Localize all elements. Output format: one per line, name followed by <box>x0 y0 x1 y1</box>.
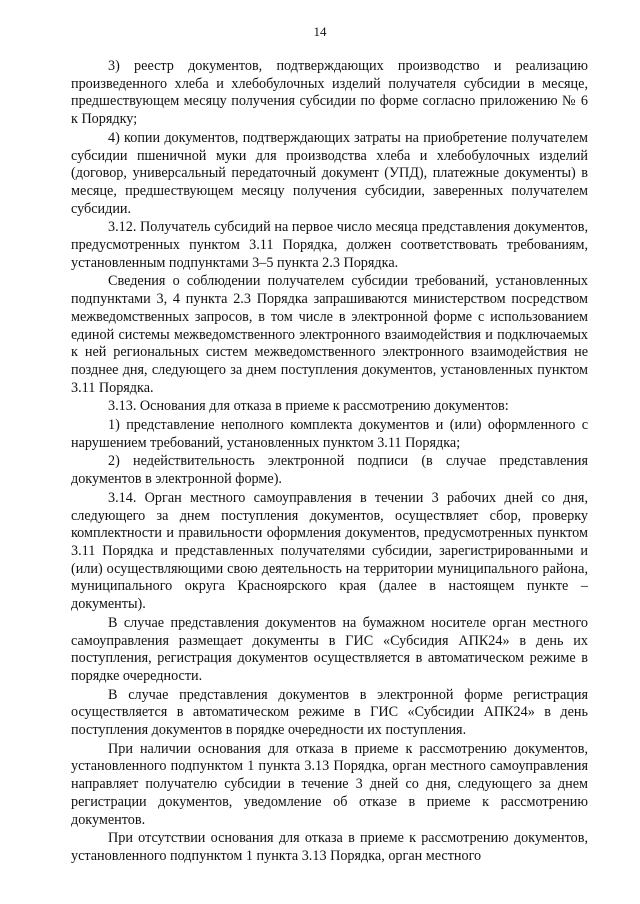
document-body <box>71 58 588 867</box>
paragraph: В случае представления документов в электронной форме регистрация осуществляется в автоматическом режиме в ГИС «Субсидии АПК24» в день поступления документов в порядке очередности их поступления. <box>71 686 588 739</box>
paragraph: 3.12. Получатель субсидий на первое число месяца представления документов, предусмотренных пунктом 3.11 Порядка, должен соответствовать требованиям, установленным подпунктами 3–5 пункта 2.3 Порядка. <box>71 219 588 271</box>
paragraph: При отсутствии основания для отказа в приеме к рассмотрению документов, установленного подпунктом 1 пункта 3.13 Порядка, орган местного <box>71 830 588 864</box>
paragraph: В случае представления документов на бумажном носителе орган местного самоуправления размещает документы в ГИС «Субсидия АПК24» в день их поступления, регистрация документов осуществляется в автоматическом режиме в порядке очередности. <box>71 614 588 684</box>
paragraph: При наличии основания для отказа в приеме к рассмотрению документов, установленного подпунктом 1 пункта 3.13 Порядка, орган местного самоуправления направляет получателю субсидии в течение 3 дней со дня, следующего за днем регистрации документов, уведомление об отказе в приеме к рассмотрению документов. <box>71 740 588 828</box>
paragraph: 3) реестр документов, подтверждающих производство и реализацию произведенного хлеба и хлебобулочных изделий получателя субсидии в месяце, предшествующем месяцу получения субсидии по форме согласно приложению № 6 к Порядку; <box>71 58 588 128</box>
paragraph: 2) недействительность электронной подписи (в случае представления документов в электронной форме). <box>71 453 588 488</box>
paragraph: 3.13. Основания для отказа в приеме к рассмотрению документов: <box>108 398 509 415</box>
paragraph: Сведения о соблюдении получателем субсидии требований, установленных подпунктами 3, 4 пункта 2.3 Порядка запрашиваются министерством посредством межведомственных запросов, в том числе в электронной форме с использованием единой системы межведомственного электронного взаимодействия и подключаемых к ней региональных систем межведомственного электронного взаимодействия не позднее дня, следующего за днем поступления документов, установленных пунктом 3.11 Порядка. <box>71 273 588 396</box>
paragraph: 4) копии документов, подтверждающих затраты на приобретение получателем субсидии пшеничной муки для производства хлеба и хлебобулочных изделий (договор, универсальный передаточный документ (УПД), платежные документы) в месяце, предшествующем месяцу получения субсидии, заверенных получателем субсидии. <box>71 129 588 217</box>
paragraph: 3.14. Орган местного самоуправления в течении 3 рабочих дней со дня, следующего за днем поступления документов, осуществляет сбор, проверку комплектности и правильности оформления документов, предусмотренных пунктом 3.11 Порядка и представленных получателями субсидии, зарегистрированными и (или) осуществляющими свою деятельность на территории муниципального района, муниципального округа Красноярского края (далее в настоящем пункте – документы). <box>71 489 588 613</box>
paragraph: 1) представление неполного комплекта документов и (или) оформленного с нарушением требований, установленных пунктом 3.11 Порядка; <box>71 417 588 451</box>
page-number: 14 <box>313 24 327 39</box>
